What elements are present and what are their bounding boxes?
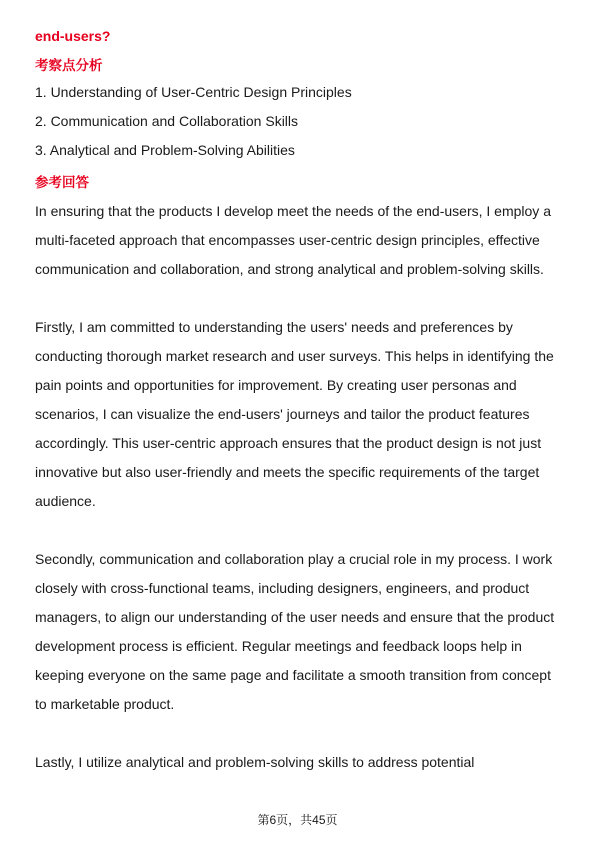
analysis-point-1: 1. Understanding of User-Centric Design Principles: [35, 84, 352, 100]
answer-paragraph-1: In ensuring that the products I develop meet the needs of the end-users, I employ a multi-faceted approach that encompasses user-centric design principles, effective communication and collaboration, and strong analytical and problem-solving skills.: [35, 203, 551, 277]
answer-paragraph-4: Lastly, I utilize analytical and problem-solving skills to address potential: [35, 754, 475, 770]
analysis-point-2: 2. Communication and Collaboration Skills: [35, 113, 299, 129]
page-number: 第6页，共45页: [257, 813, 338, 827]
answer-paragraph-3: Secondly, communication and collaboration play a crucial role in my process. I work closely with cross-functional teams, including designers, engineers, and product managers, to align our understanding of the user needs and ensure that the product development process is efficient. Regular meetings and feedback loops help in keeping everyone on the same page and facilitate a smooth transition from concept to marketable product.: [35, 551, 555, 712]
answer-heading: 参考回答: [35, 175, 89, 190]
analysis-point-3: 3. Analytical and Problem-Solving Abilities: [35, 142, 295, 158]
answer-body: [35, 197, 565, 777]
analysis-heading: 考察点分析: [35, 58, 103, 73]
question-tail: end-users?: [35, 28, 111, 44]
answer-paragraph-2: Firstly, I am committed to understanding the users' needs and preferences by conducting thorough market research and user surveys. This helps in identifying the pain points and opportunities for improvement. By creating user personas and scenarios, I can visualize the end-users' journeys and tailor the product features accordingly. This user-centric approach ensures that the product design is not just innovative but also user-friendly and meets the specific requirements of the target audience.: [35, 319, 554, 509]
